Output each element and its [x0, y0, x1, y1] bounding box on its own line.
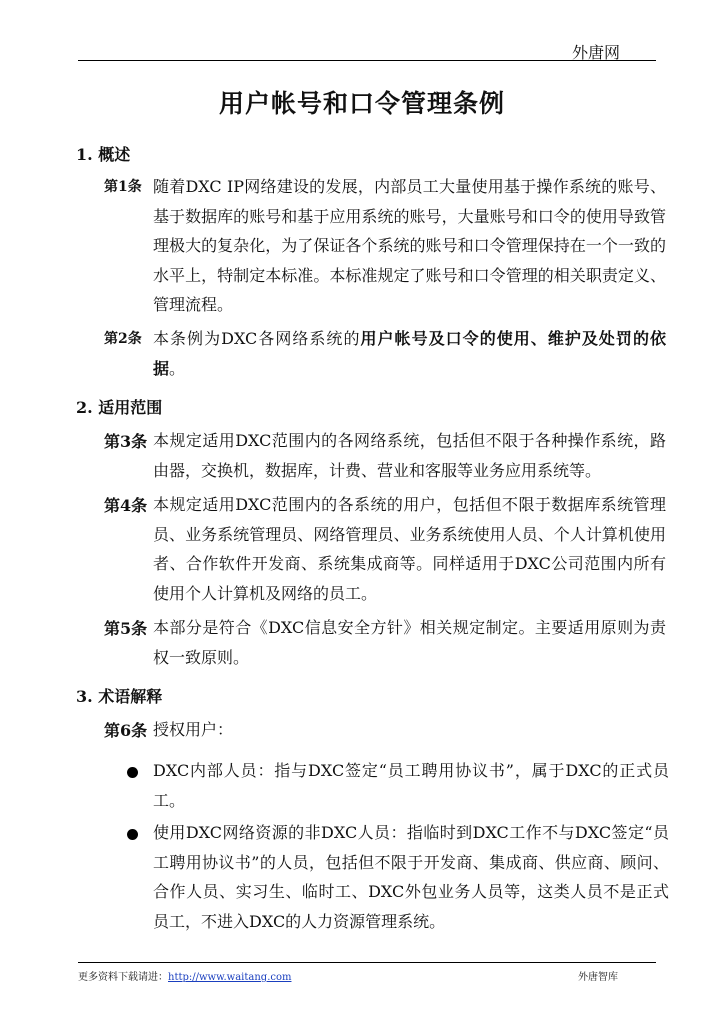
footer-link[interactable]: http://www.waitang.com [168, 972, 292, 983]
header-site-name: 外唐网 [571, 43, 620, 62]
bullet-dot-icon [127, 767, 138, 778]
article-label: 第6条 [104, 721, 148, 740]
article-label: 第1条 [104, 179, 142, 195]
article-4 [104, 490, 666, 608]
article-text: 随着DXC IP网络建设的发展，内部员工大量使用基于操作系统的账号、基于数据库的账号和基于应用系统的账号，大量账号和口令的使用导致管理极大的复杂化，为了保证各个系统的账号和口令管理保持在一个一致的水平上，特制定本标准。本标准规定了账号和口令管理的相关职责定义、管理流程。 [153, 177, 666, 314]
article-text-bold: 用户帐号及口令的使用、维护及处罚的依据 [153, 329, 666, 378]
section-number: 1. [76, 145, 93, 164]
article-6 [104, 715, 666, 745]
section-heading-terms [76, 684, 162, 707]
article-3 [104, 426, 666, 485]
article-5 [104, 613, 666, 672]
article-label: 第4条 [104, 496, 148, 515]
section-label: 术语解释 [98, 687, 163, 706]
section-label: 适用范围 [98, 398, 163, 417]
article-2 [104, 324, 666, 383]
bullet-item [124, 818, 669, 936]
bullet-text: 使用DXC网络资源的非DXC人员：指临时到DXC工作不与DXC签定“员工聘用协议书”的人员，包括但不限于开发商、集成商、供应商、顾问、合作人员、实习生、临时工、DXC外包业务人员等，这类人员不是正式员工，不进入DXC的人力资源管理系统。 [153, 823, 669, 931]
article-text-end: 。 [169, 358, 186, 378]
article-text: 授权用户： [153, 720, 234, 739]
section-heading-overview [76, 142, 130, 165]
section-number: 3. [76, 687, 93, 706]
bullet-text: DXC内部人员：指与DXC签定“员工聘用协议书”，属于DXC的正式员工。 [153, 761, 669, 810]
footer-prefix: 更多资料下载请进： [78, 972, 168, 983]
article-text-plain: 本条例为DXC各网络系统的 [153, 329, 361, 348]
article-label: 第2条 [104, 331, 142, 347]
document-title: 用户帐号和口令管理条例 [218, 89, 505, 118]
section-label: 概述 [98, 145, 131, 164]
bullet-item [124, 756, 669, 815]
footer-download-note [78, 968, 291, 983]
article-1 [104, 172, 666, 320]
page-header [78, 38, 656, 61]
bullet-dot-icon [127, 829, 138, 840]
article-text: 本部分是符合《DXC信息安全方针》相关规定制定。主要适用原则为责权一致原则。 [153, 618, 666, 667]
article-text [153, 324, 666, 383]
section-heading-scope [76, 395, 162, 418]
article-text: 本规定适用DXC范围内的各系统的用户，包括但不限于数据库系统管理员、业务系统管理员、网络管理员、业务系统使用人员、个人计算机使用者、合作软件开发商、系统集成商等。同样适用于DXC公司范围内所有使用个人计算机及网络的员工。 [153, 495, 666, 603]
article-text: 本规定适用DXC范围内的各网络系统，包括但不限于各种操作系统，路由器，交换机，数据库，计费、营业和客服等业务应用系统等。 [153, 431, 666, 480]
section-number: 2. [76, 398, 93, 417]
article-label: 第5条 [104, 619, 148, 638]
page-footer [78, 962, 656, 983]
article-label: 第3条 [104, 432, 148, 451]
footer-brand: 外唐智库 [578, 972, 618, 983]
